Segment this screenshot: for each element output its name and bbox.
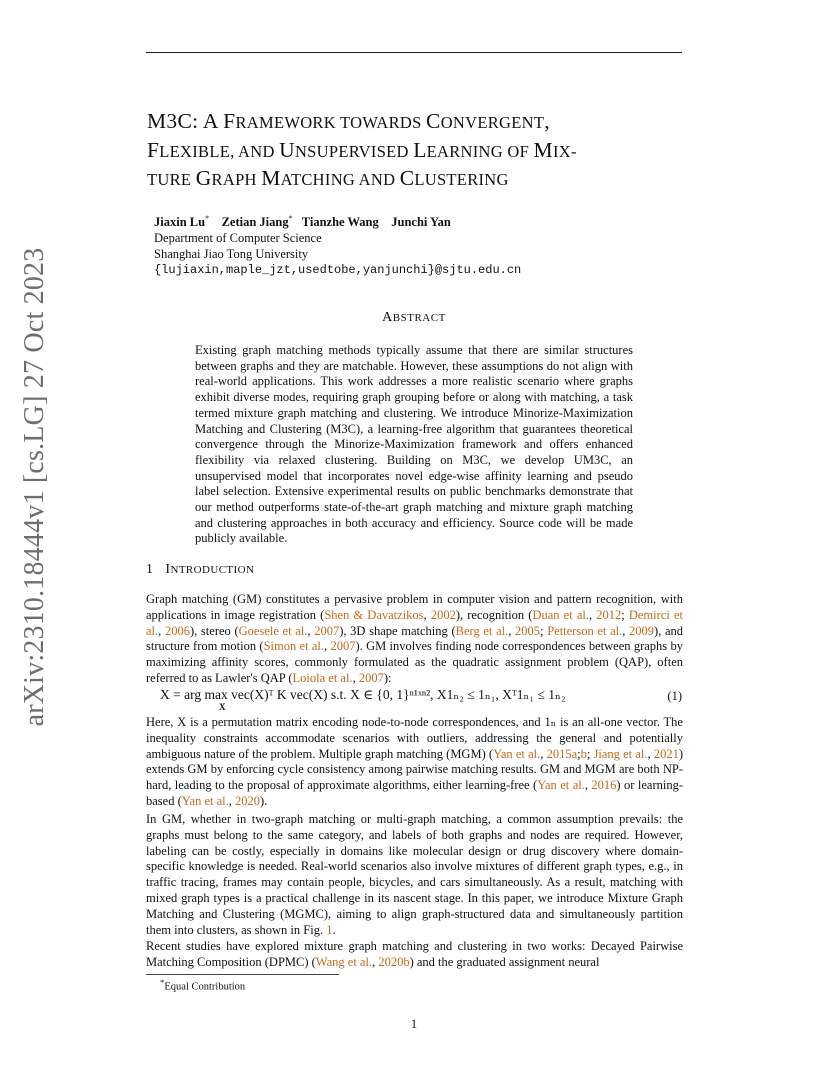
citation-link[interactable]: 2009 — [629, 623, 655, 638]
citation-link[interactable]: Yan et al. — [537, 778, 585, 793]
citation-link[interactable]: Yan et al. — [493, 746, 541, 761]
citation-link[interactable]: Yan et al. — [181, 793, 229, 808]
citation-link[interactable]: 2015a — [546, 746, 578, 761]
citation-link[interactable]: Petterson et al. — [547, 623, 623, 638]
citation-link[interactable]: 2005 — [515, 623, 541, 638]
citation-link[interactable]: Duan et al. — [532, 607, 589, 622]
author-names: Jiaxin Lu* Zetian Jiang* Tianzhe Wang Junchi Yan — [154, 214, 451, 230]
citation-link[interactable]: Simon et al. — [263, 639, 325, 654]
paragraph-2: Here, X is a permutation matrix encoding node-to-node correspondences, and 1ₙ is an all-one vector. The inequality constraints accommodate scenarios with outliers, addressing the general and potentially ambiguous nature of the problem. Multiple graph matching (MGM) (Yan et al., 2015a;b; Jiang et al., 2021) extends GM by enforcing cycle consistency among pairwise matching results. GM and MGM are both NP-hard, leading to the proposal of approximate algorithms, either learning-free (Yan et al., 2016) or learning-based (Yan et al., 2020). — [146, 715, 683, 808]
paper-title — [147, 108, 687, 194]
citation-link[interactable]: 2020 — [235, 793, 260, 808]
author-department: Department of Computer Science — [154, 231, 322, 246]
citation-link[interactable]: 2007 — [358, 670, 384, 685]
citation-link[interactable]: Goesele et al. — [238, 623, 308, 638]
author-emails: {lujiaxin,maple_jzt,usedtobe,yanjunchi}@sjtu.edu.cn — [154, 263, 522, 278]
abstract-heading: ABSTRACT — [382, 310, 446, 325]
citation-link[interactable]: Loiola et al. — [292, 670, 353, 685]
citation-link[interactable]: Jiang et al. — [593, 746, 648, 761]
equation-number: (1) — [667, 689, 682, 703]
section-heading-introduction: 1 INTRODUCTION — [146, 562, 255, 577]
citation-link[interactable]: Berg et al. — [455, 623, 509, 638]
citation-link[interactable]: 2020b — [378, 954, 410, 969]
citation-link[interactable]: Demirci et al. — [146, 607, 683, 638]
author-university: Shanghai Jiao Tong University — [154, 247, 309, 262]
paragraph-1: Graph matching (GM) constitutes a pervasive problem in computer vision and pattern recognition, with applications in image registration (Shen & Davatzikos, 2002), recognition (Duan et al., 2012; Demirci et al., 2006), stereo (Goesele et al., 2007), 3D shape matching (Berg et al., 2005; Petterson et al., 2009), and structure from motion (Simon et al., 2007). GM involves finding node correspondences between graphs by maximizing affinity scores, commonly formulated as the quadratic assignment problem (QAP), often referred to as Lawler's QAP (Loiola et al., 2007): — [146, 592, 684, 685]
citation-link[interactable]: Wang et al. — [315, 954, 373, 969]
figure-reference-link[interactable]: 1 — [326, 922, 333, 937]
citation-link[interactable]: 2006 — [164, 623, 190, 638]
author-name: Jiaxin Lu — [154, 215, 206, 230]
equation-1 — [160, 687, 682, 713]
footnote: *Equal Contribution — [160, 977, 246, 993]
arxiv-stamp-text: arXiv:2310.18444v1 [cs.LG] 27 Oct 2023 — [19, 247, 50, 727]
title-line-3: TURE GRAPH MATCHING AND CLUSTERING — [147, 166, 509, 190]
author-block — [154, 211, 521, 278]
citation-link[interactable]: 2012 — [596, 607, 622, 622]
equation-argmax-subscript: X — [219, 702, 226, 712]
top-rule — [146, 52, 682, 53]
title-line-2: FLEXIBLE, AND UNSUPERVISED LEARNING OF MIX- — [147, 137, 577, 162]
citation-link[interactable]: b — [580, 746, 587, 761]
abstract-text: Existing graph matching methods typically assume that there are similar structures between graphs and they are matchable. However, these assumptions do not align with real-world applications. This work addresses a more realistic scenario where graphs exhibit diverse modes, requiring graph grouping before or along with matching, a task termed mixture graph matching and clustering. We introduce Minorize-Maximization Matching and Clustering (M3C), a learning-free algorithm that guarantees theoretical convergence through the Minorize-Maximization framework and offers enhanced flexibility via relaxed clustering. Building on M3C, we develop UM3C, an unsupervised model that incorporates novel edge-wise affinity learning and pseudo label selection. Extensive experimental results on public benchmarks demonstrate that our method outperforms state-of-the-art graph matching and mixture graph matching and clustering approaches in both accuracy and efficiency. Source code will be made publicly available. — [195, 343, 633, 546]
paragraph-4: Recent studies have explored mixture graph matching and clustering in two works: Decayed Pairwise Matching Composition (DPMC) (Wang et al., 2020b) and the graduated assignment neural — [146, 939, 683, 969]
equation-body: X = arg max vec(X)ᵀ K vec(X) s.t. X ∈ {0, 1}ⁿ¹ˣⁿ², X1ₙ₂ ≤ 1ₙ₁, Xᵀ1ₙ₁ ≤ 1ₙ₂ — [160, 687, 566, 702]
citation-link[interactable]: 2007 — [314, 623, 340, 638]
title-line-1: M3C: A FRAMEWORK TOWARDS CONVERGENT, — [147, 109, 550, 133]
page-number: 1 — [410, 1017, 418, 1031]
citation-link[interactable]: 2021 — [653, 746, 679, 761]
citation-link[interactable]: 2016 — [591, 778, 617, 793]
arxiv-stamp — [14, 247, 56, 727]
author-name: Junchi Yan — [391, 215, 451, 230]
citation-link[interactable]: 2002 — [430, 607, 456, 622]
paragraph-3: In GM, whether in two-graph matching or multi-graph matching, a common assumption prevails: the graphs must belong to the same category, and labels of both graphs and nodes are required. However, labeling can be costly, especially in domains like molecular design or drug discovery where domain-specific knowledge is needed. Real-world scenarios also involve mixtures of different graph types, e.g., in traffic tracing, frames may contain people, bicycles, and cars simultaneously. As a result, matching with mixed graph types is a practical challenge in its nascent stage. In this paper, we introduce Mixture Graph Matching and Clustering (MGMC), aiming to align graph-structured data and simultaneously partition them into clusters, as shown in Fig. 1. — [146, 812, 683, 937]
author-name: Tianzhe Wang — [301, 215, 379, 230]
citation-link[interactable]: Shen & Davatzikos — [324, 607, 424, 622]
author-name: Zetian Jiang — [221, 215, 289, 230]
footnote-rule — [146, 974, 339, 975]
citation-link[interactable]: 2007 — [330, 639, 356, 654]
